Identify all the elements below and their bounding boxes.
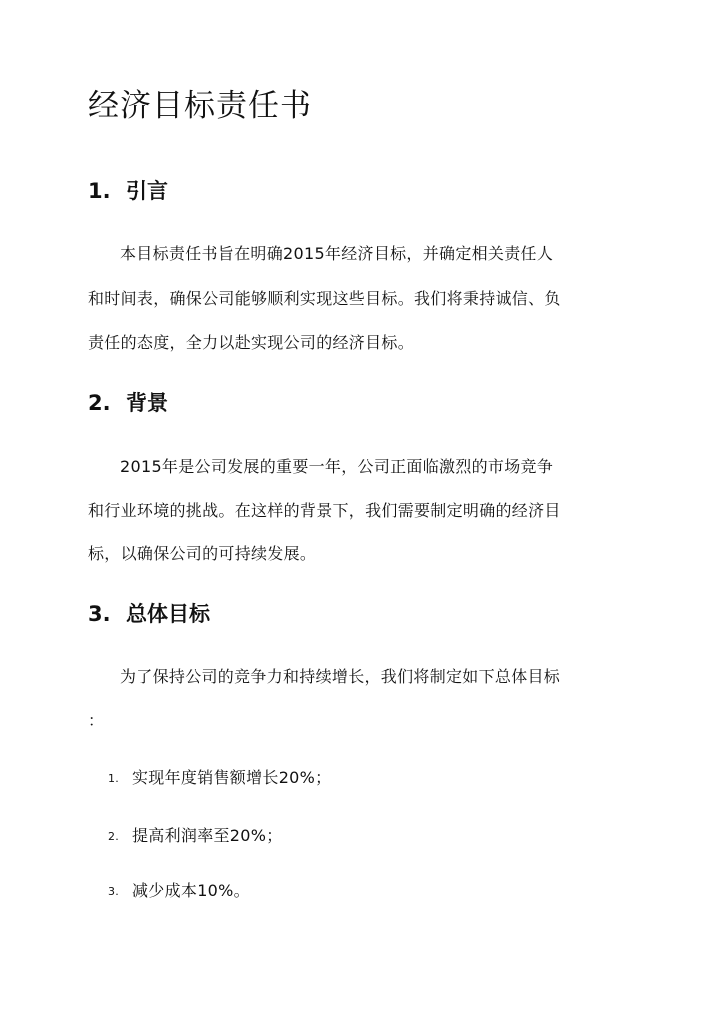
section-heading-background <box>88 388 168 418</box>
list-item <box>108 880 250 903</box>
section-number: 3. <box>88 602 111 626</box>
section-heading-introduction <box>88 176 168 206</box>
paragraph-line: 责任的态度，全力以赴实现公司的经济目标。 <box>88 333 415 352</box>
list-item-text: 提高利润率至20%； <box>132 826 283 845</box>
list-item-number: 2. <box>108 830 120 843</box>
section-title: 引言 <box>126 179 168 203</box>
paragraph-line: 和行业环境的挑战。在这样的背景下，我们需要制定明确的经济目 <box>88 501 561 520</box>
paragraph-line: 本目标责任书旨在明确2015年经济目标，并确定相关责任人 <box>120 244 554 263</box>
section-title: 总体目标 <box>126 602 210 626</box>
list-item-number: 3. <box>108 885 120 898</box>
document-title: 经济目标责任书 <box>88 88 312 124</box>
paragraph-line: ： <box>88 711 105 730</box>
section-number: 2. <box>88 391 111 415</box>
paragraph-line: 为了保持公司的竞争力和持续增长，我们将制定如下总体目标 <box>120 667 561 686</box>
list-item <box>108 767 331 790</box>
section-number: 1. <box>88 179 111 203</box>
list-item-text: 减少成本10%。 <box>132 881 250 900</box>
list-item-text: 实现年度销售额增长20%； <box>132 768 332 787</box>
section-heading-overall-goals <box>88 599 210 629</box>
paragraph-line: 和时间表，确保公司能够顺利实现这些目标。我们将秉持诚信、负 <box>88 289 561 308</box>
paragraph-line: 标，以确保公司的可持续发展。 <box>88 544 317 563</box>
list-item <box>108 825 283 848</box>
section-title: 背景 <box>126 391 168 415</box>
list-item-number: 1. <box>108 772 120 785</box>
paragraph-line: 2015年是公司发展的重要一年，公司正面临激烈的市场竞争 <box>120 457 554 476</box>
